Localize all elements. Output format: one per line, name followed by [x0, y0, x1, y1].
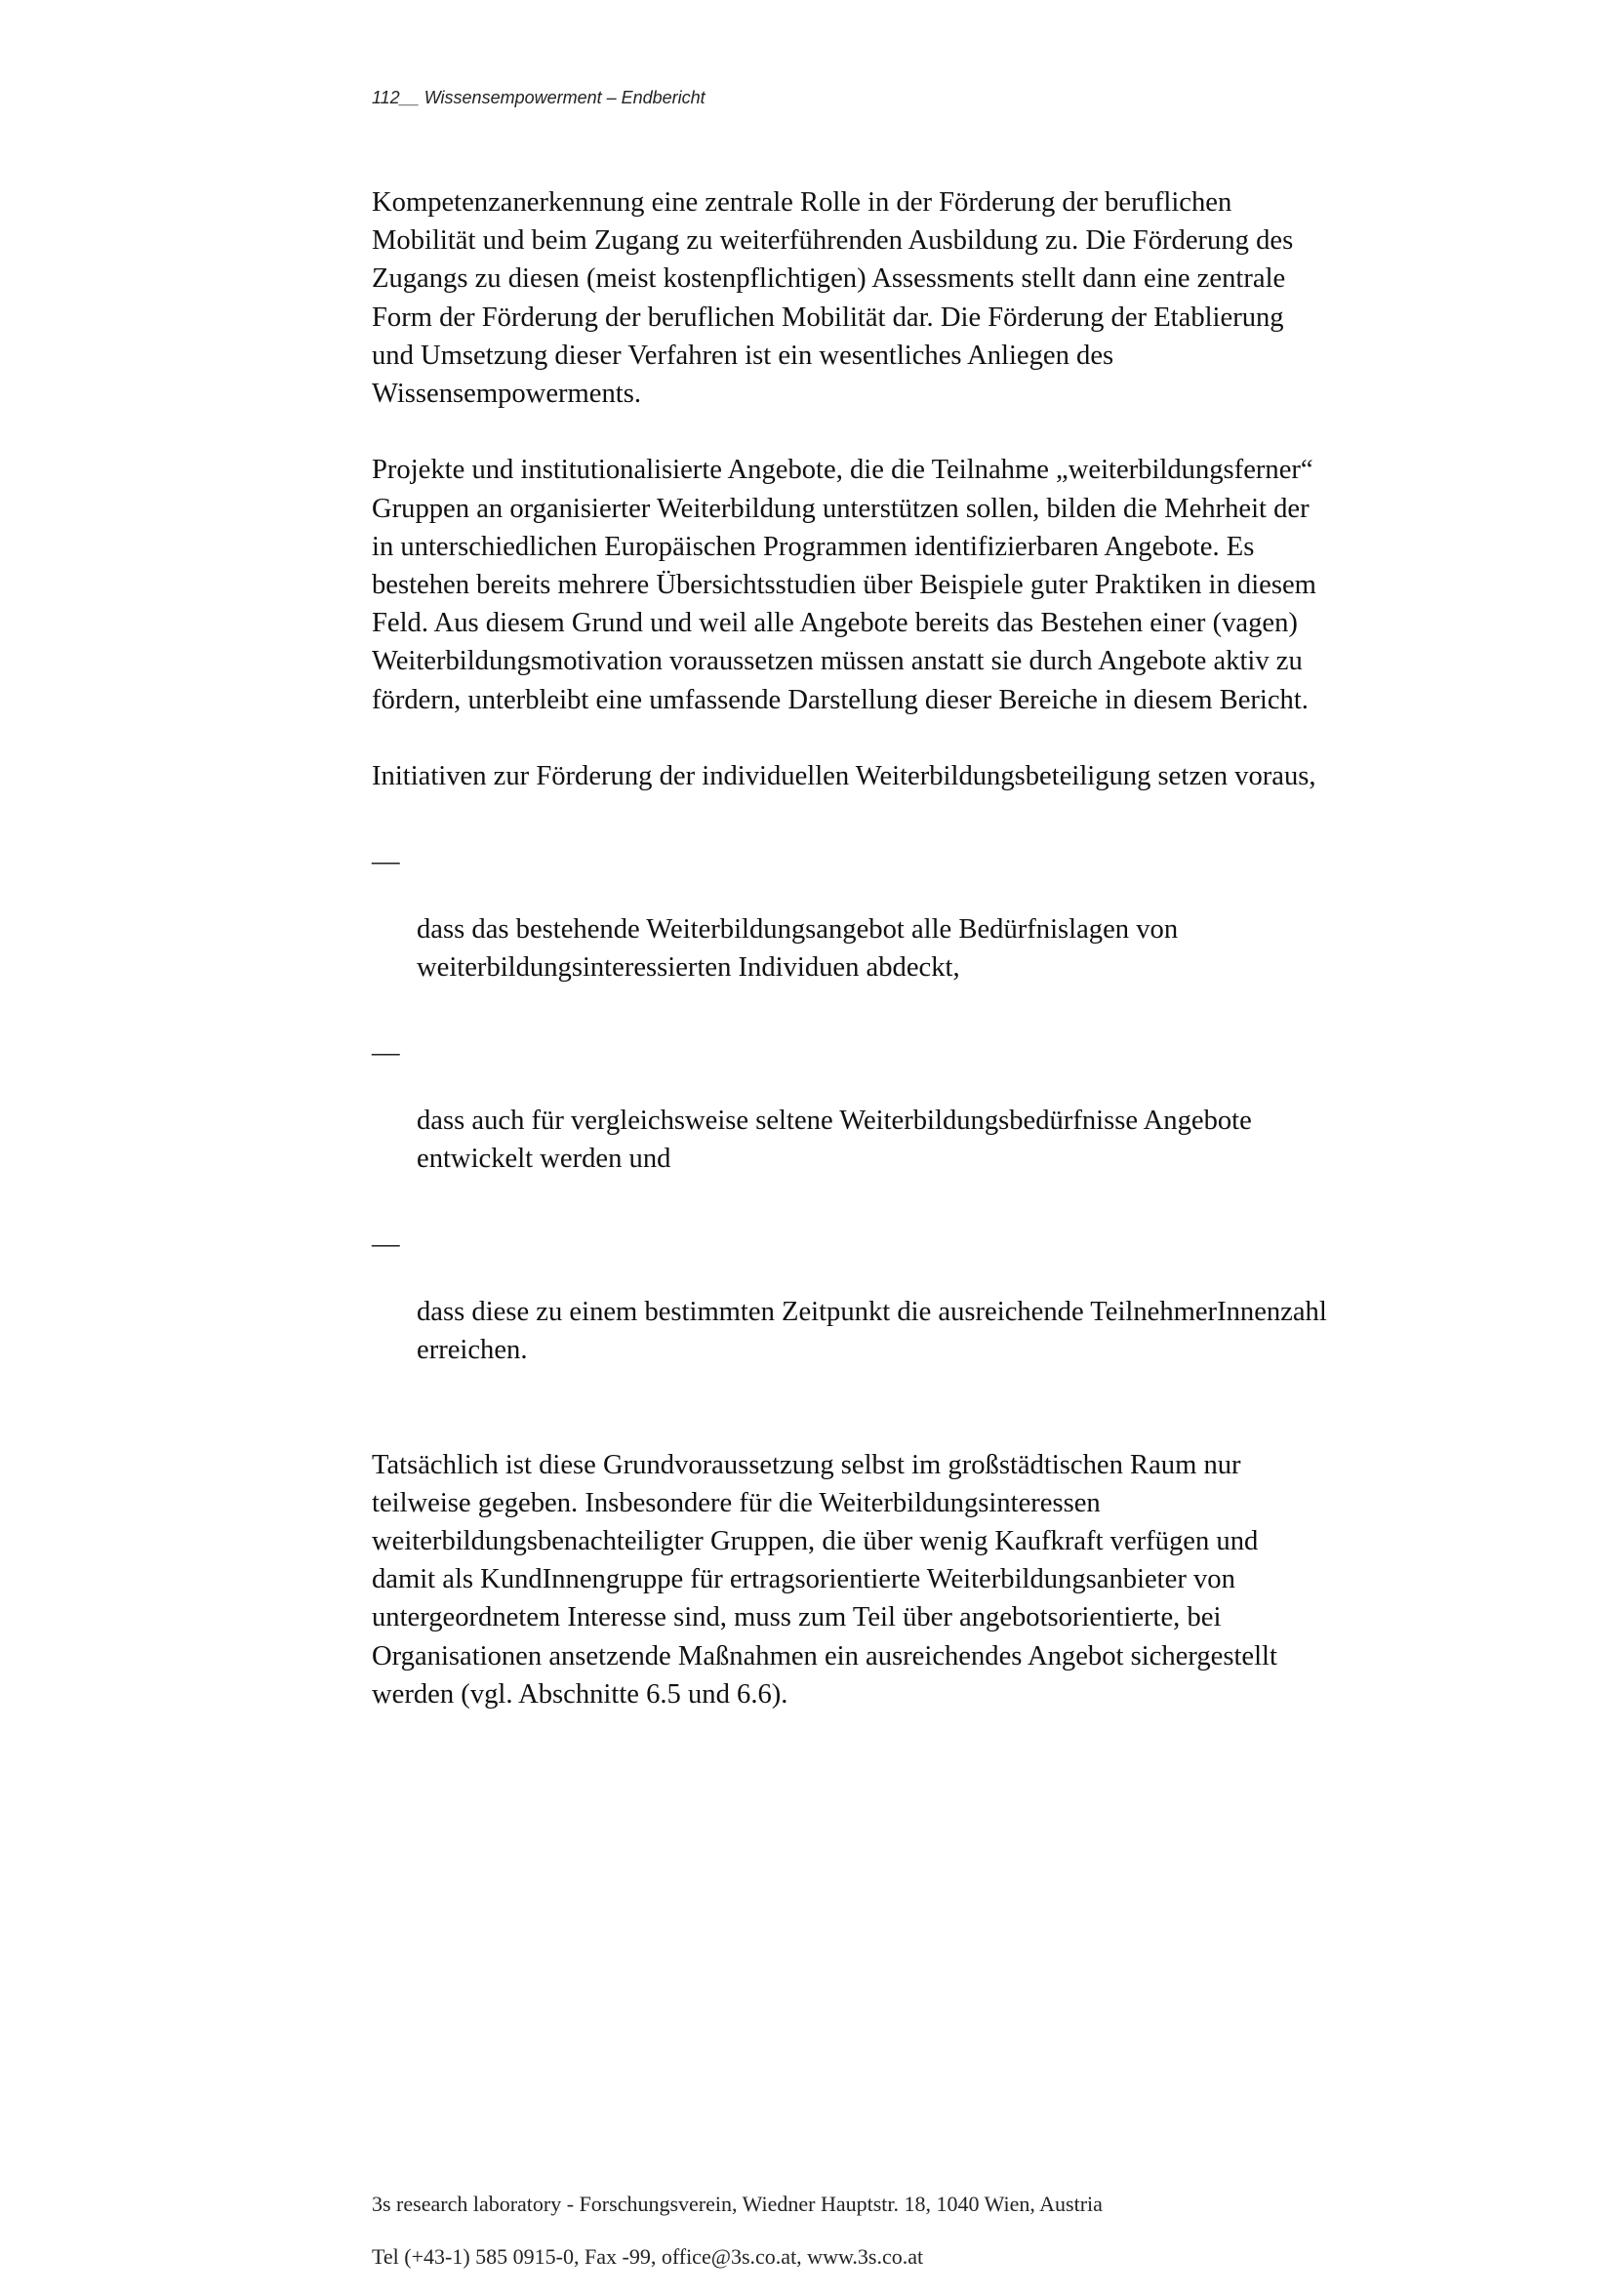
bullet-dash-icon: __: [372, 837, 400, 868]
list-item-text: dass diese zu einem bestimmten Zeitpunkt die ausreichende TeilnehmerInnenzahl erreichen.: [417, 1296, 1327, 1366]
document-body: [372, 183, 1465, 1752]
footer-contact: Tel (+43-1) 585 0915-0, Fax -99, office@3s.co.at, www.3s.co.at: [372, 2244, 924, 2269]
list-item: [372, 1216, 1465, 1407]
list-item-text: dass das bestehende Weiterbildungsangebot alle Bedürfnislagen von weiterbildungsinteressierten Individuen abdeckt,: [417, 913, 1179, 984]
paragraph-actual-situation: Tatsächlich ist diese Grundvoraussetzung selbst im großstädtischen Raum nur teilweise gegeben. Insbesondere für die Weiterbildungsinteressen weiterbildungsbenachteiligter Gruppen, die über wenig Kaufkraft verfügen und damit als KundInnengruppe für ertragsorientierte Weiterbildungsanbieter von untergeordnetem Interesse sind, muss zum Teil über angebotsorientierte, bei Organisationen ansetzende Maßnahmen ein ausreichendes Angebot sichergestellt werden (vgl. Abschnitte 6.5 und 6.6).: [372, 1449, 1277, 1710]
paragraph-projects-offers: Projekte und institutionalisierte Angebote, die die Teilnahme „weiterbildungsferner“ Gruppen an organisierter Weiterbildung unterstützen sollen, bilden die Mehrheit der in unterschiedlichen Europäischen Programmen identifizierbaren Angebote. Es bestehen bereits mehrere Übersichtsstudien über Beispiele guter Praktiken in diesem Feld. Aus diesem Grund und weil alle Angebote bereits das Bestehen einer (vagen) Weiterbildungsmotivation voraussetzen müssen anstatt sie durch Angebote aktiv zu fördern, unterbleibt eine umfassende Darstellung dieser Bereiche in diesem Bericht.: [372, 455, 1316, 715]
paragraph-competence-recognition: Kompetenzanerkennung eine zentrale Rolle in der Förderung der beruflichen Mobilität und beim Zugang zu weiterführenden Ausbildung zu. Die Förderung des Zugangs zu diesen (meist kostenpflichtigen) Assessments stellt dann eine zentrale Form der Förderung der beruflichen Mobilität dar. Die Förderung der Etablierung und Umsetzung dieser Verfahren ist ein wesentliches Anliegen des Wissensempowerments.: [372, 187, 1294, 410]
bullet-dash-icon: __: [372, 1028, 400, 1060]
list-item: [372, 1025, 1465, 1216]
footer-address: 3s research laboratory - Forschungsverein, Wiedner Hauptstr. 18, 1040 Wien, Austria: [372, 2192, 1103, 2216]
bullet-dash-icon: __: [372, 1220, 400, 1251]
page-footer: [372, 2164, 1103, 2296]
list-item: [372, 833, 1465, 1025]
prerequisites-list: [372, 833, 1465, 1407]
list-item-text: dass auch für vergleichsweise seltene Weiterbildungsbedürfnisse Angebote entwickelt werden und: [417, 1105, 1252, 1175]
running-header: 112__ Wissensempowerment – Endbericht: [372, 88, 706, 107]
paragraph-initiatives-intro: Initiativen zur Förderung der individuellen Weiterbildungsbeteiligung setzen voraus,: [372, 761, 1316, 792]
